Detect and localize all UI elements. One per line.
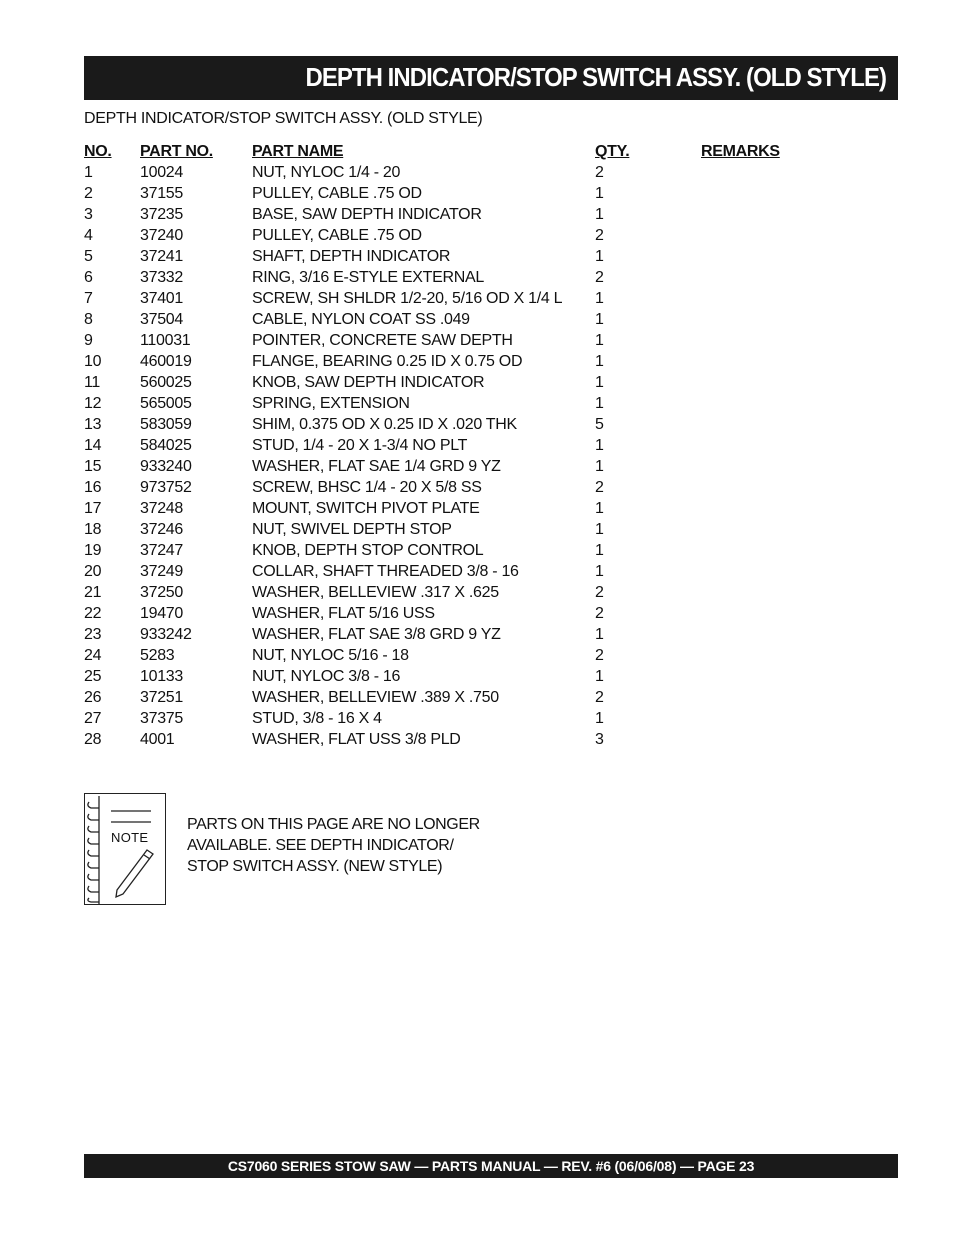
cell-no: 11 bbox=[84, 374, 101, 391]
cell-qty: 1 bbox=[595, 332, 604, 349]
cell-part-name: WASHER, FLAT USS 3/8 PLD bbox=[252, 731, 461, 748]
cell-qty: 1 bbox=[595, 542, 604, 559]
cell-remarks bbox=[701, 582, 801, 603]
cell-qty: 1 bbox=[595, 710, 604, 727]
cell-qty: 1 bbox=[595, 353, 604, 370]
cell-part-name: RING, 3/16 E-STYLE EXTERNAL bbox=[252, 269, 484, 286]
table-row bbox=[84, 204, 801, 225]
cell-no: 5 bbox=[84, 248, 93, 265]
col-header-part-name: PART NAME bbox=[252, 143, 344, 160]
table-row bbox=[84, 603, 801, 624]
table-row bbox=[84, 267, 801, 288]
cell-remarks bbox=[701, 246, 801, 267]
cell-no: 24 bbox=[84, 647, 102, 664]
table-row bbox=[84, 393, 801, 414]
cell-qty: 2 bbox=[595, 689, 604, 706]
cell-no: 16 bbox=[84, 479, 102, 496]
cell-part-no: 460019 bbox=[140, 353, 192, 370]
cell-no: 28 bbox=[84, 731, 102, 748]
cell-qty: 2 bbox=[595, 584, 604, 601]
table-row bbox=[84, 225, 801, 246]
cell-part-name: NUT, NYLOC 5/16 - 18 bbox=[252, 647, 409, 664]
cell-remarks bbox=[701, 435, 801, 456]
cell-qty: 3 bbox=[595, 731, 604, 748]
col-header-no: NO. bbox=[84, 143, 112, 160]
note-line-3: STOP SWITCH ASSY. (NEW STYLE) bbox=[187, 858, 443, 875]
table-row bbox=[84, 351, 801, 372]
cell-qty: 1 bbox=[595, 206, 604, 223]
cell-remarks bbox=[701, 372, 801, 393]
col-header-qty: QTY. bbox=[595, 143, 630, 160]
cell-part-no: 10024 bbox=[140, 164, 183, 181]
table-row bbox=[84, 183, 801, 204]
cell-part-name: BASE, SAW DEPTH INDICATOR bbox=[252, 206, 482, 223]
cell-no: 2 bbox=[84, 185, 93, 202]
cell-no: 26 bbox=[84, 689, 102, 706]
cell-part-no: 565005 bbox=[140, 395, 192, 412]
cell-part-no: 37251 bbox=[140, 689, 183, 706]
cell-no: 1 bbox=[84, 164, 93, 181]
cell-remarks bbox=[701, 204, 801, 225]
cell-no: 4 bbox=[84, 227, 93, 244]
table-row bbox=[84, 435, 801, 456]
cell-qty: 1 bbox=[595, 521, 604, 538]
section-subtitle: DEPTH INDICATOR/STOP SWITCH ASSY. (OLD STYLE) bbox=[84, 110, 483, 127]
table-row bbox=[84, 456, 801, 477]
cell-remarks bbox=[701, 456, 801, 477]
cell-no: 12 bbox=[84, 395, 102, 412]
cell-no: 13 bbox=[84, 416, 102, 433]
cell-remarks bbox=[701, 225, 801, 246]
footer-bar bbox=[84, 1154, 898, 1178]
cell-qty: 1 bbox=[595, 311, 604, 328]
cell-part-no: 37241 bbox=[140, 248, 183, 265]
cell-remarks bbox=[701, 288, 801, 309]
cell-remarks bbox=[701, 645, 801, 666]
page-title: DEPTH INDICATOR/STOP SWITCH ASSY. (OLD STYLE) bbox=[305, 62, 886, 92]
cell-part-name: COLLAR, SHAFT THREADED 3/8 - 16 bbox=[252, 563, 519, 580]
cell-remarks bbox=[701, 162, 801, 183]
cell-part-name: STUD, 1/4 - 20 X 1-3/4 NO PLT bbox=[252, 437, 468, 454]
cell-qty: 1 bbox=[595, 395, 604, 412]
cell-part-name: WASHER, FLAT SAE 1/4 GRD 9 YZ bbox=[252, 458, 501, 475]
cell-qty: 1 bbox=[595, 563, 604, 580]
table-row bbox=[84, 309, 801, 330]
cell-part-no: 37247 bbox=[140, 542, 183, 559]
cell-part-no: 37249 bbox=[140, 563, 183, 580]
cell-qty: 1 bbox=[595, 185, 604, 202]
cell-part-name: PULLEY, CABLE .75 OD bbox=[252, 227, 422, 244]
cell-part-name: NUT, NYLOC 1/4 - 20 bbox=[252, 164, 401, 181]
cell-part-no: 973752 bbox=[140, 479, 192, 496]
cell-part-no: 560025 bbox=[140, 374, 192, 391]
cell-part-no: 37504 bbox=[140, 311, 183, 328]
cell-part-no: 37250 bbox=[140, 584, 183, 601]
cell-part-name: WASHER, BELLEVIEW .389 X .750 bbox=[252, 689, 499, 706]
cell-part-no: 10133 bbox=[140, 668, 183, 685]
cell-part-name: NUT, SWIVEL DEPTH STOP bbox=[252, 521, 452, 538]
cell-qty: 2 bbox=[595, 605, 604, 622]
cell-no: 23 bbox=[84, 626, 102, 643]
table-row bbox=[84, 687, 801, 708]
cell-remarks bbox=[701, 729, 801, 750]
cell-part-name: KNOB, SAW DEPTH INDICATOR bbox=[252, 374, 485, 391]
table-row bbox=[84, 288, 801, 309]
cell-remarks bbox=[701, 330, 801, 351]
cell-qty: 1 bbox=[595, 248, 604, 265]
cell-part-name: SHAFT, DEPTH INDICATOR bbox=[252, 248, 451, 265]
table-row bbox=[84, 666, 801, 687]
cell-part-no: 37155 bbox=[140, 185, 183, 202]
table-header-row bbox=[84, 141, 801, 162]
cell-part-no: 37248 bbox=[140, 500, 183, 517]
cell-no: 19 bbox=[84, 542, 102, 559]
footer-text: CS7060 SERIES STOW SAW — PARTS MANUAL — REV. #6 (06/06/08) — PAGE 23 bbox=[227, 1158, 755, 1174]
cell-part-name: SPRING, EXTENSION bbox=[252, 395, 410, 412]
note-line-1: PARTS ON THIS PAGE ARE NO LONGER bbox=[187, 816, 480, 833]
cell-part-name: SCREW, SH SHLDR 1/2-20, 5/16 OD X 1/4 L bbox=[252, 290, 563, 307]
cell-no: 15 bbox=[84, 458, 102, 475]
cell-qty: 2 bbox=[595, 479, 604, 496]
cell-qty: 1 bbox=[595, 290, 604, 307]
cell-part-name: SHIM, 0.375 OD X 0.25 ID X .020 THK bbox=[252, 416, 517, 433]
cell-remarks bbox=[701, 267, 801, 288]
table-row bbox=[84, 477, 801, 498]
col-header-remarks: REMARKS bbox=[701, 143, 780, 160]
cell-qty: 1 bbox=[595, 668, 604, 685]
cell-no: 27 bbox=[84, 710, 102, 727]
cell-part-no: 37240 bbox=[140, 227, 183, 244]
cell-part-name: STUD, 3/8 - 16 X 4 bbox=[252, 710, 382, 727]
cell-no: 3 bbox=[84, 206, 93, 223]
title-bar bbox=[84, 56, 898, 100]
cell-part-no: 37332 bbox=[140, 269, 183, 286]
table-row bbox=[84, 519, 801, 540]
cell-part-no: 37246 bbox=[140, 521, 183, 538]
cell-part-name: CABLE, NYLON COAT SS .049 bbox=[252, 311, 470, 328]
cell-no: 7 bbox=[84, 290, 93, 307]
cell-part-name: MOUNT, SWITCH PIVOT PLATE bbox=[252, 500, 480, 517]
table-row bbox=[84, 540, 801, 561]
table-row bbox=[84, 645, 801, 666]
cell-qty: 1 bbox=[595, 500, 604, 517]
cell-qty: 1 bbox=[595, 626, 604, 643]
cell-remarks bbox=[701, 624, 801, 645]
cell-part-name: SCREW, BHSC 1/4 - 20 X 5/8 SS bbox=[252, 479, 482, 496]
table-row bbox=[84, 624, 801, 645]
cell-remarks bbox=[701, 477, 801, 498]
cell-part-name: FLANGE, BEARING 0.25 ID X 0.75 OD bbox=[252, 353, 523, 370]
cell-remarks bbox=[701, 708, 801, 729]
note-line-2: AVAILABLE. SEE DEPTH INDICATOR/ bbox=[187, 837, 454, 854]
cell-no: 21 bbox=[84, 584, 102, 601]
note-icon-label: NOTE bbox=[111, 830, 149, 845]
cell-qty: 2 bbox=[595, 647, 604, 664]
col-header-part-no: PART NO. bbox=[140, 143, 213, 160]
table-row bbox=[84, 498, 801, 519]
cell-part-name: KNOB, DEPTH STOP CONTROL bbox=[252, 542, 484, 559]
table-row bbox=[84, 162, 801, 183]
table-row bbox=[84, 582, 801, 603]
cell-no: 20 bbox=[84, 563, 102, 580]
cell-qty: 5 bbox=[595, 416, 604, 433]
cell-qty: 1 bbox=[595, 437, 604, 454]
table-row bbox=[84, 246, 801, 267]
cell-no: 6 bbox=[84, 269, 93, 286]
cell-part-no: 37235 bbox=[140, 206, 183, 223]
cell-no: 17 bbox=[84, 500, 102, 517]
cell-part-no: 37401 bbox=[140, 290, 183, 307]
cell-part-no: 933242 bbox=[140, 626, 192, 643]
note-icon bbox=[84, 793, 166, 905]
cell-remarks bbox=[701, 666, 801, 687]
table-row bbox=[84, 561, 801, 582]
cell-no: 22 bbox=[84, 605, 102, 622]
cell-part-name: WASHER, FLAT SAE 3/8 GRD 9 YZ bbox=[252, 626, 501, 643]
cell-no: 18 bbox=[84, 521, 102, 538]
cell-part-no: 110031 bbox=[140, 332, 191, 349]
parts-table-body bbox=[84, 162, 801, 750]
cell-part-name: WASHER, FLAT 5/16 USS bbox=[252, 605, 435, 622]
notepad-icon bbox=[85, 794, 167, 906]
cell-part-no: 584025 bbox=[140, 437, 192, 454]
cell-remarks bbox=[701, 498, 801, 519]
cell-remarks bbox=[701, 414, 801, 435]
note-text bbox=[187, 814, 480, 877]
cell-qty: 2 bbox=[595, 269, 604, 286]
table-row bbox=[84, 372, 801, 393]
cell-part-name: NUT, NYLOC 3/8 - 16 bbox=[252, 668, 401, 685]
cell-part-name: WASHER, BELLEVIEW .317 X .625 bbox=[252, 584, 499, 601]
cell-remarks bbox=[701, 351, 801, 372]
cell-remarks bbox=[701, 603, 801, 624]
cell-remarks bbox=[701, 540, 801, 561]
cell-no: 8 bbox=[84, 311, 93, 328]
cell-qty: 1 bbox=[595, 374, 604, 391]
cell-qty: 1 bbox=[595, 458, 604, 475]
cell-part-no: 4001 bbox=[140, 731, 175, 748]
cell-remarks bbox=[701, 561, 801, 582]
cell-part-name: PULLEY, CABLE .75 OD bbox=[252, 185, 422, 202]
cell-part-no: 37375 bbox=[140, 710, 183, 727]
table-row bbox=[84, 708, 801, 729]
cell-remarks bbox=[701, 519, 801, 540]
cell-no: 10 bbox=[84, 353, 102, 370]
cell-qty: 2 bbox=[595, 227, 604, 244]
table-row bbox=[84, 729, 801, 750]
table-row bbox=[84, 330, 801, 351]
cell-no: 14 bbox=[84, 437, 102, 454]
cell-no: 25 bbox=[84, 668, 102, 685]
cell-remarks bbox=[701, 183, 801, 204]
cell-no: 9 bbox=[84, 332, 93, 349]
cell-part-no: 19470 bbox=[140, 605, 183, 622]
parts-table bbox=[84, 141, 801, 750]
cell-qty: 2 bbox=[595, 164, 604, 181]
cell-part-no: 583059 bbox=[140, 416, 192, 433]
table-row bbox=[84, 414, 801, 435]
cell-remarks bbox=[701, 393, 801, 414]
cell-part-no: 5283 bbox=[140, 647, 175, 664]
cell-remarks bbox=[701, 687, 801, 708]
cell-part-name: POINTER, CONCRETE SAW DEPTH bbox=[252, 332, 513, 349]
cell-remarks bbox=[701, 309, 801, 330]
cell-part-no: 933240 bbox=[140, 458, 192, 475]
